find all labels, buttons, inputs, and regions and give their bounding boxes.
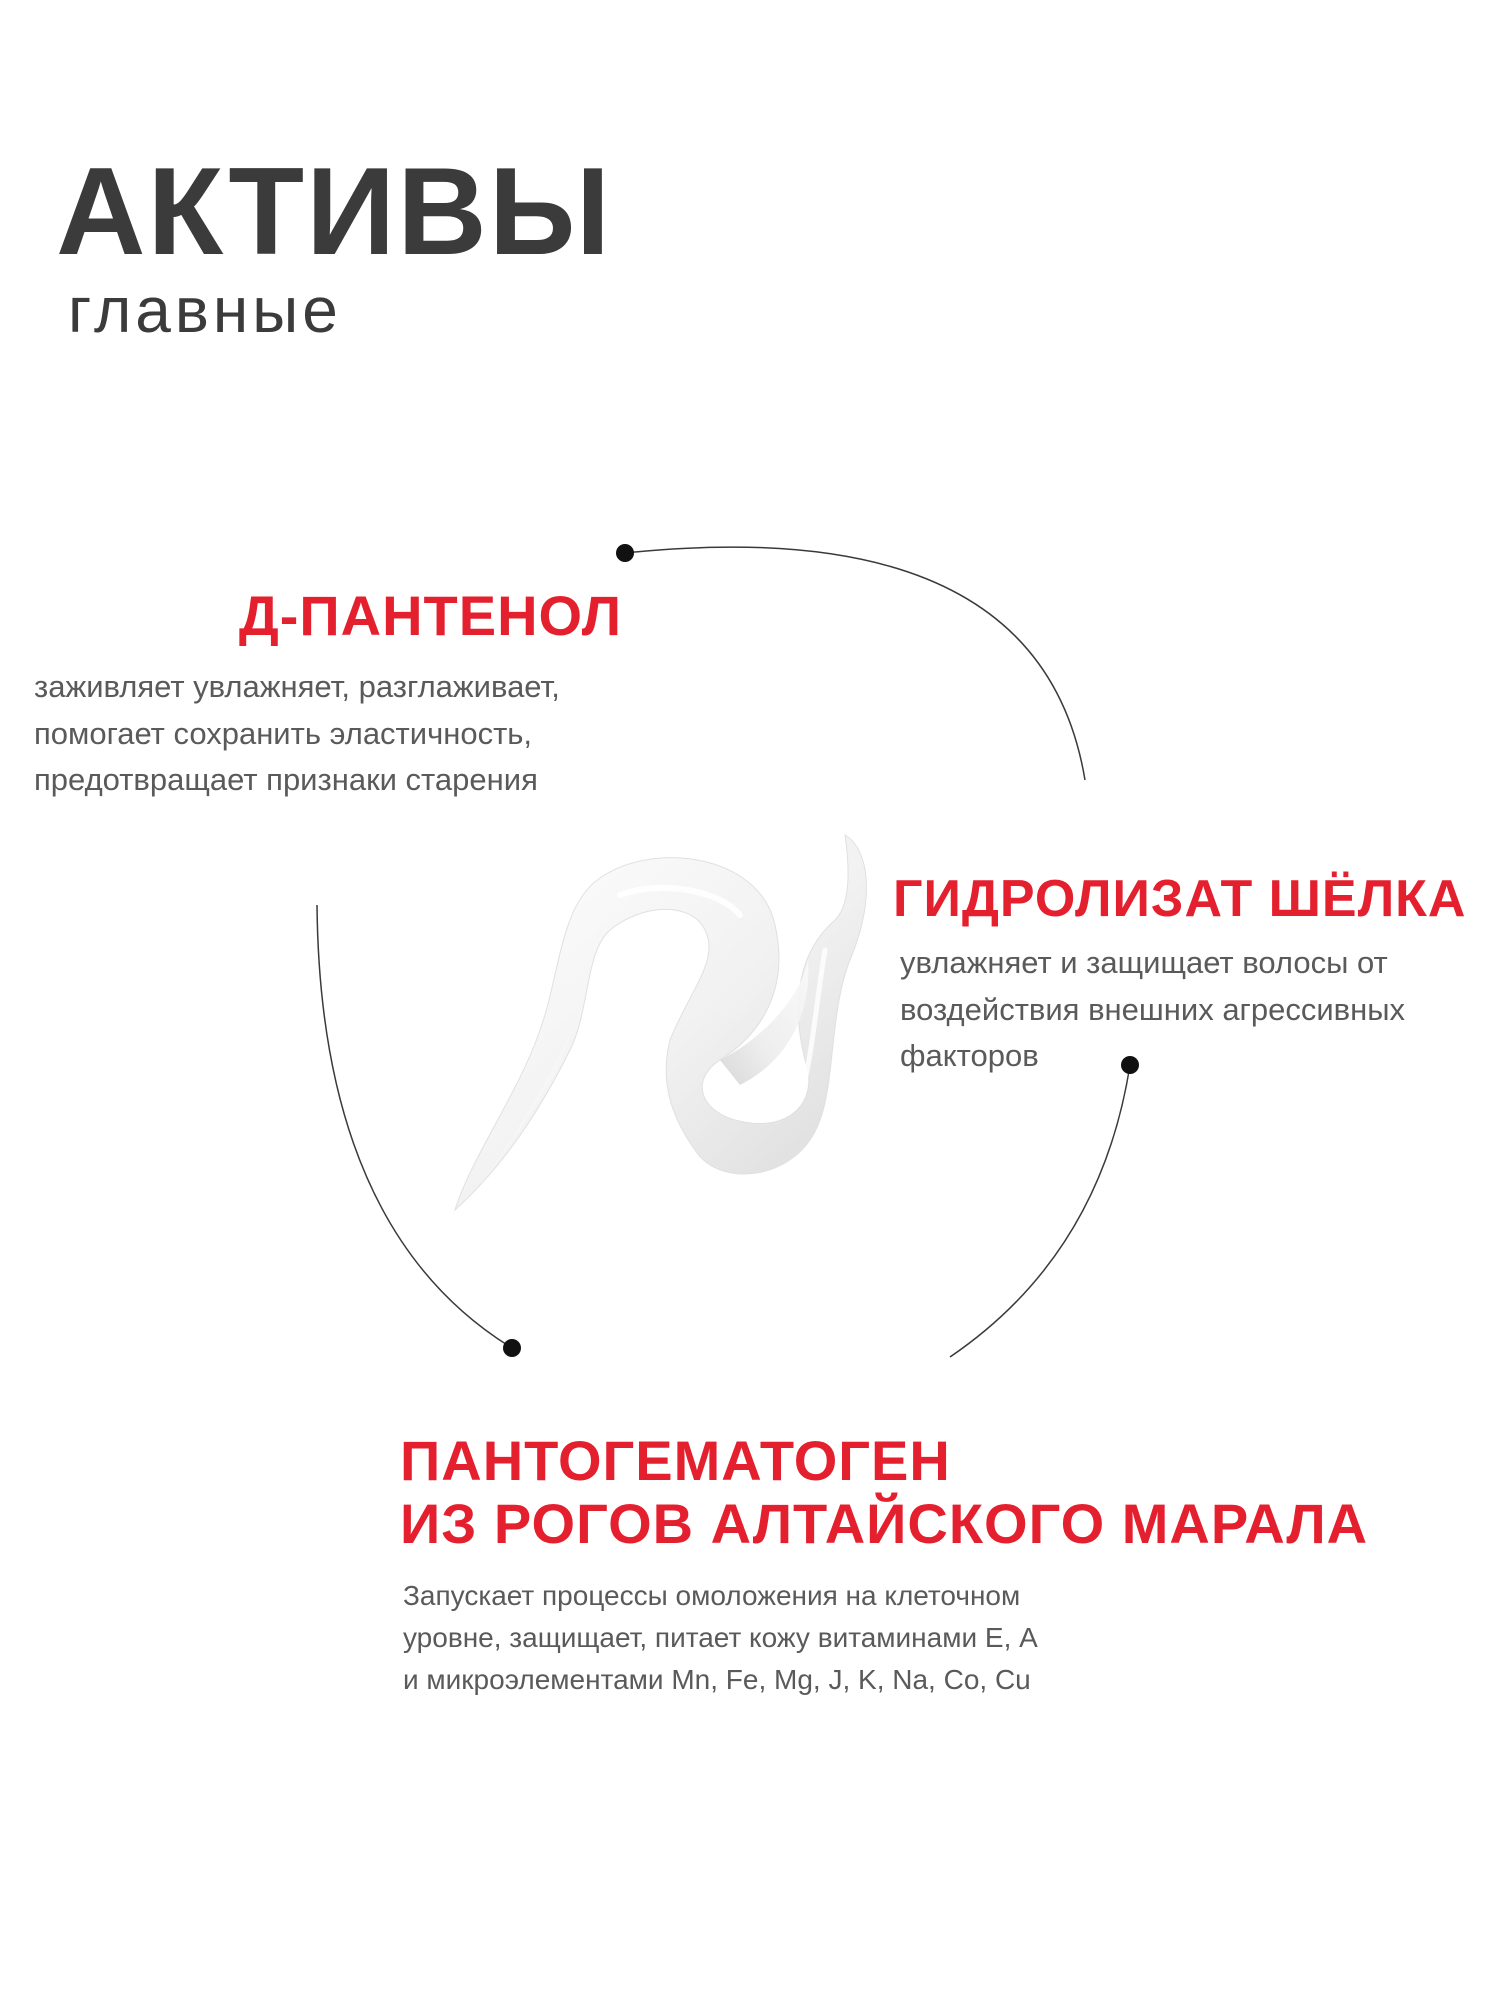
active-heading-silk: ГИДРОЛИЗАТ ШЁЛКА <box>893 870 1467 928</box>
description-line: заживляет увлажняет, разглаживает, <box>34 669 560 704</box>
arc-left <box>317 905 512 1348</box>
dot-marker <box>503 1339 521 1357</box>
description-line: предотвращает признаки старения <box>34 762 538 797</box>
page-title: АКТИВЫ <box>56 143 613 281</box>
description-line: уровне, защищает, питает кожу витаминами Е, А <box>403 1622 1038 1653</box>
heading-line: ИЗ РОГОВ АЛТАЙСКОГО МАРАЛА <box>400 1491 1369 1555</box>
description-line: факторов <box>900 1038 1039 1073</box>
active-description-silk <box>900 940 1480 1080</box>
active-heading-panthenol: Д-ПАНТЕНОЛ <box>238 584 622 647</box>
description-line: помогает сохранить эластичность, <box>34 715 533 751</box>
arc-top-right <box>625 547 1085 780</box>
arc-right <box>950 1065 1130 1357</box>
description-line: воздействия внешних агрессивных <box>900 991 1406 1027</box>
active-heading-pantohematogen <box>400 1430 1400 1555</box>
heading-line: ПАНТОГЕМАТОГЕН <box>400 1429 951 1492</box>
active-description-pantohematogen <box>403 1575 1203 1701</box>
description-line: увлажняет и защищает волосы от <box>900 945 1388 980</box>
active-description-panthenol <box>34 664 654 804</box>
description-line: Запускает процессы омоложения на клеточном <box>403 1580 1021 1611</box>
cream-swatch <box>455 835 866 1210</box>
description-line: и микроэлементами Mn, Fe, Mg, J, K, Na, Co, Cu <box>403 1664 1031 1695</box>
page-subtitle: главные <box>68 274 342 346</box>
dot-marker <box>616 544 634 562</box>
